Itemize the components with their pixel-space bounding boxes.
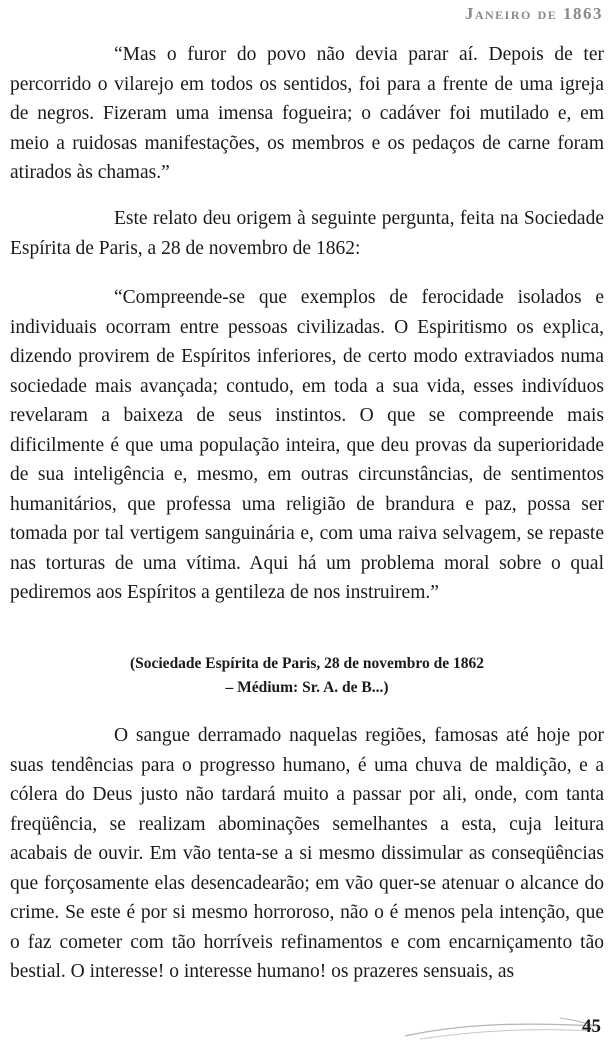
paragraph-question-text: “Compreende-se que exemplos de ferocidade isolados e individuais ocorram entre pessoas civilizadas. O Espiritismo os explica, dizendo provirem de Espíritos inferiores, de certo modo extraviados numa sociedade mais avançada; contudo, em toda a sua vida, esses indivíduos revelaram a baixeza de seus instintos. O que se compreende mais dificilmente é que uma população inteira, que deu provas da superioridade de sua inteligência e, mesmo, em outras circunstâncias, de sentimentos humanitários, que professa uma religião de brandura e paz, possa ser tomada por tal vertigem sanguinária e, com uma raiva selvagem, se repaste nas torturas de uma vítima. Aqui há um problema moral sobre o qual pediremos aos Espíritos a gentileza de nos instruirem.” <box>10 287 604 603</box>
session-caption-line1: (Sociedade Espírita de Paris, 28 de novembro de 1862 <box>129 655 485 672</box>
paragraph-spirit-message: O sangue derramado naquelas regiões, famosas até hoje por suas tendências para o progresso humano, é uma chuva de maldição, e a cólera do Deus justo não tardará muito a passar por ali, onde, com tanta freqüência, se realizam abominações semelhantes a esta, cuja leitura acabais de ouvir. Em vão tenta-se a si mesmo dissimular as conseqüências que forçosamente elas desencadearão; em vão quer-se atenuar o alcance do crime. Se este é por si mesmo horroroso, não o é menos pela intenção, que o faz cometer com tão horríveis refinamentos e com encarniçamento tão bestial. O interesse! o interesse humano! os prazeres sensuais, as <box>10 725 604 982</box>
session-caption-line2: – Médium: Sr. A. de B...) <box>225 679 389 696</box>
paragraph-question-intro: Este relato deu origem à seguinte pergunta, feita na Sociedade Espírita de Paris, a 28 de novembro de 1862: <box>10 208 604 259</box>
page-flourish-ornament <box>400 1012 600 1042</box>
running-head: Janeiro de 1863 <box>464 4 603 23</box>
paragraph-quote-fire: “Mas o furor do povo não devia parar aí. Depois de ter percorrido o vilarejo em todos os sentidos, foi para a frente de uma igreja de negros. Fizeram uma imensa fogueira; o cadáver foi mutilado e, em meio a ruidosas manifestações, os membros e os pedaços de carne foram atirados às chamas.” <box>10 44 604 183</box>
page-number: 45 <box>582 1016 601 1037</box>
